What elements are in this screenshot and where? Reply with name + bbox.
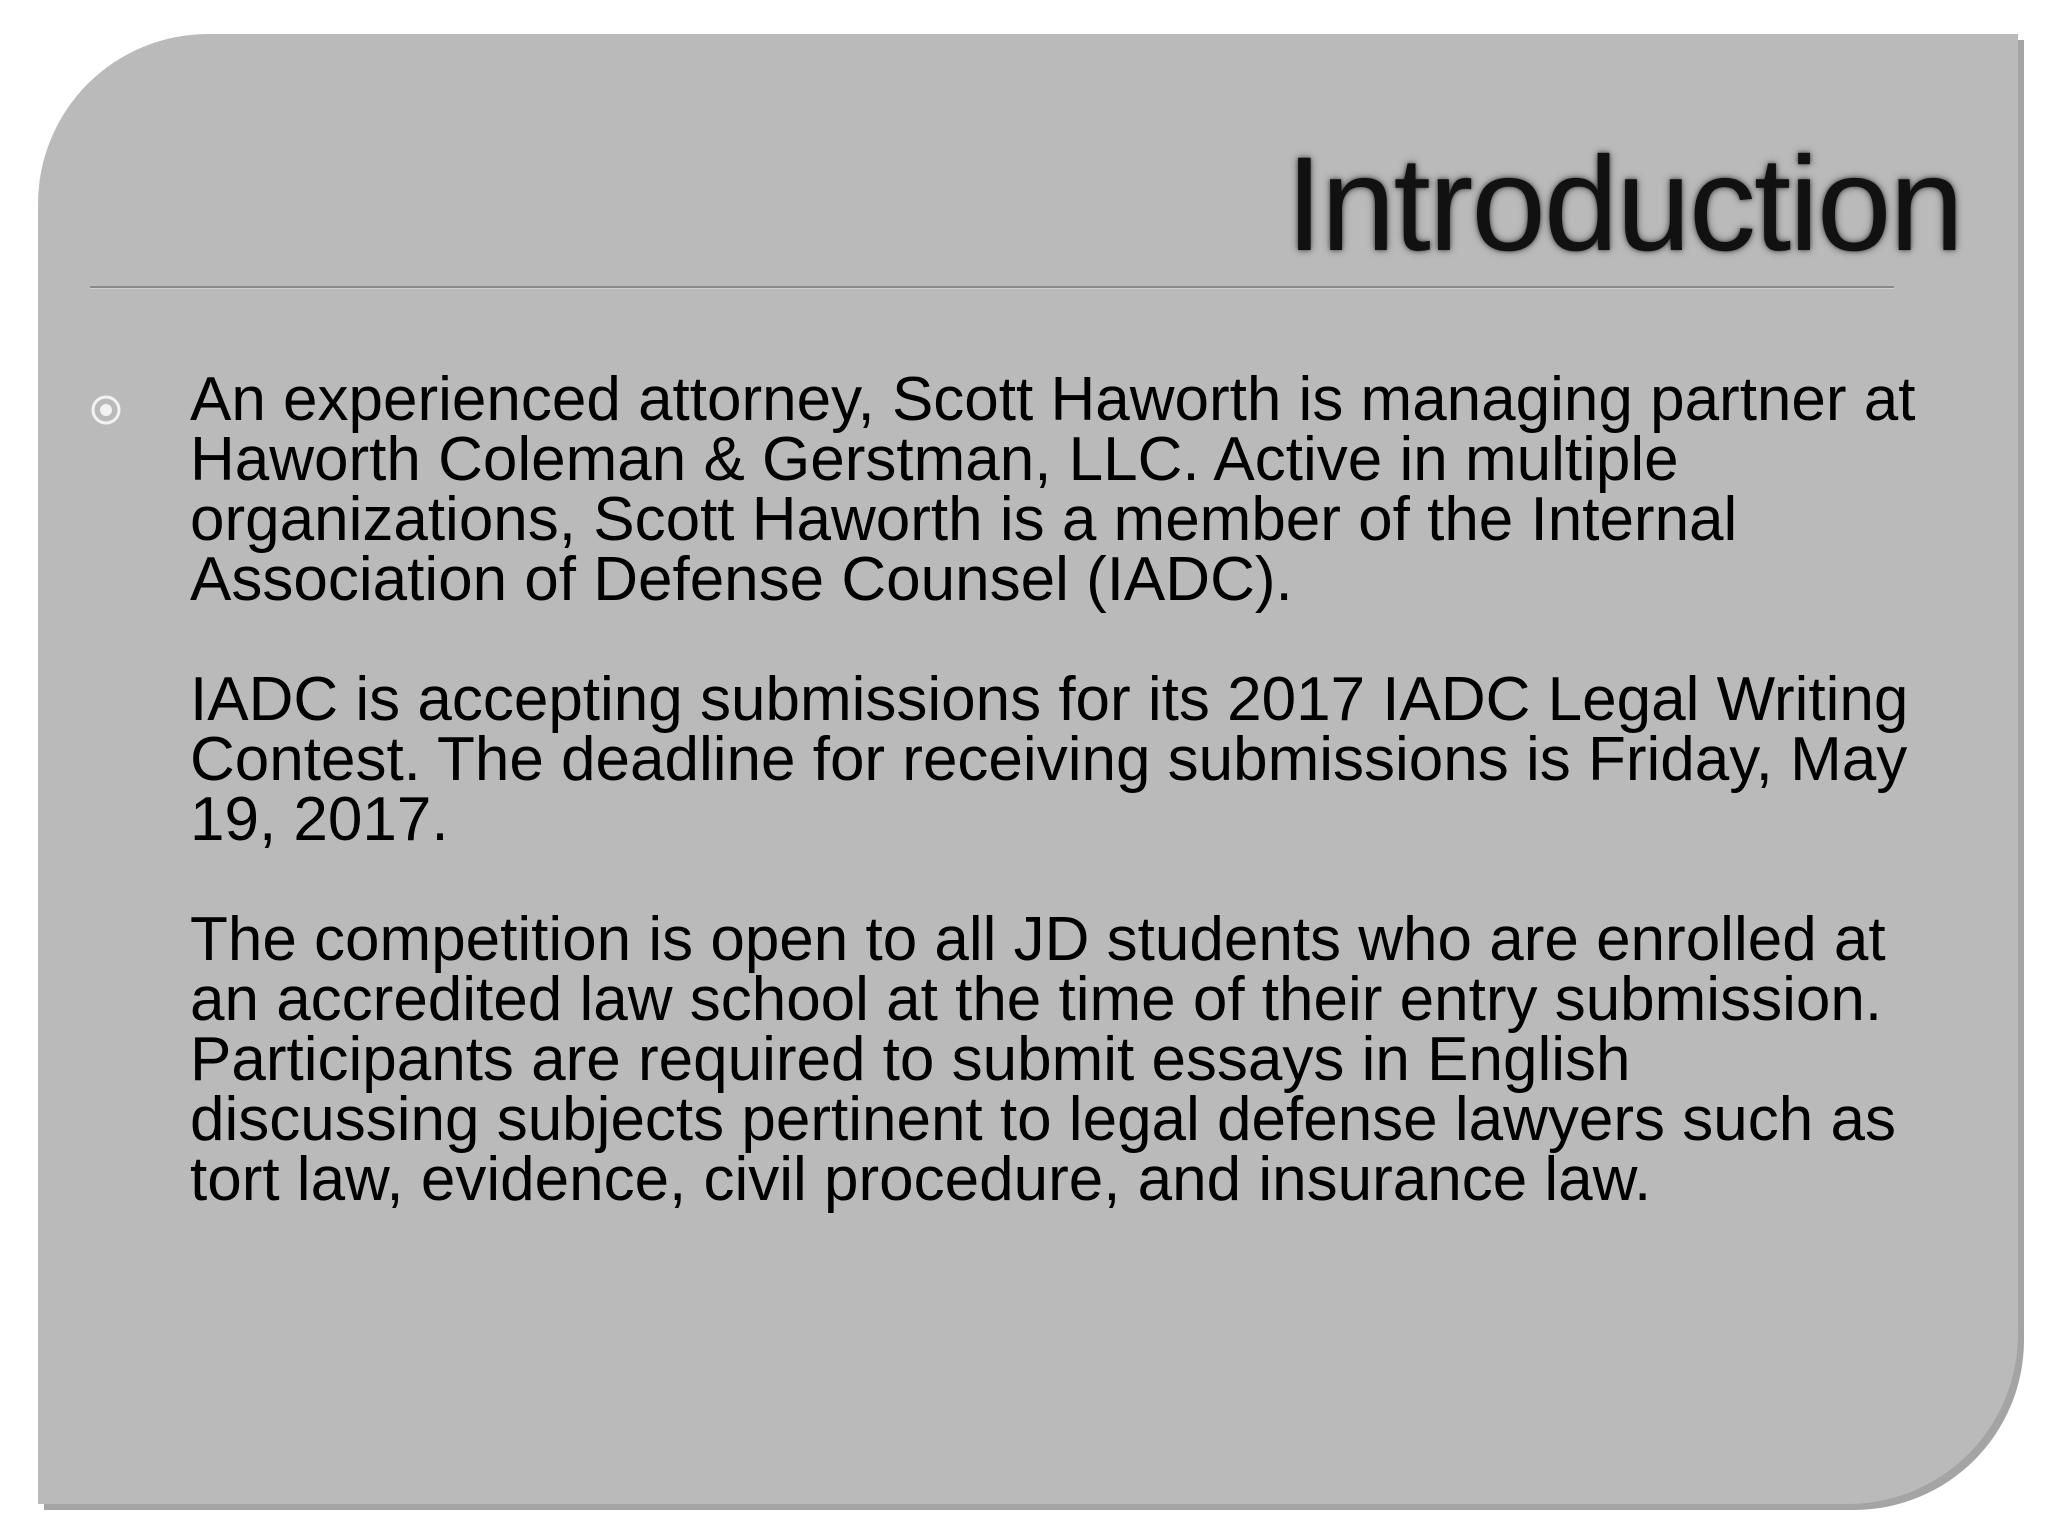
slide-title: Introduction xyxy=(1285,130,1962,279)
bullet-body xyxy=(190,365,1930,1214)
paragraph-intro: An experienced attorney, Scott Haworth is managing partner at Haworth Coleman & Gerstman, LLC. Active in multiple organizations, Scott Haworth is a member of the Internal Association of Defense Counsel (IADC). xyxy=(190,365,1916,614)
paragraph-eligibility: The competition is open to all JD students who are enrolled at an accredited law school at the time of their entry submission. Participants are required to submit essays in English discussing subjects pertinent to legal defense lawyers such as tort law, evidence, civil procedure, and insurance law. xyxy=(190,905,1896,1214)
title-divider xyxy=(90,286,1894,289)
paragraph-contest: IADC is accepting submissions for its 2017 IADC Legal Writing Contest. The deadline for receiving submissions is Friday, May 19, 2017. xyxy=(190,665,1909,854)
circle-dot-icon xyxy=(90,394,122,426)
